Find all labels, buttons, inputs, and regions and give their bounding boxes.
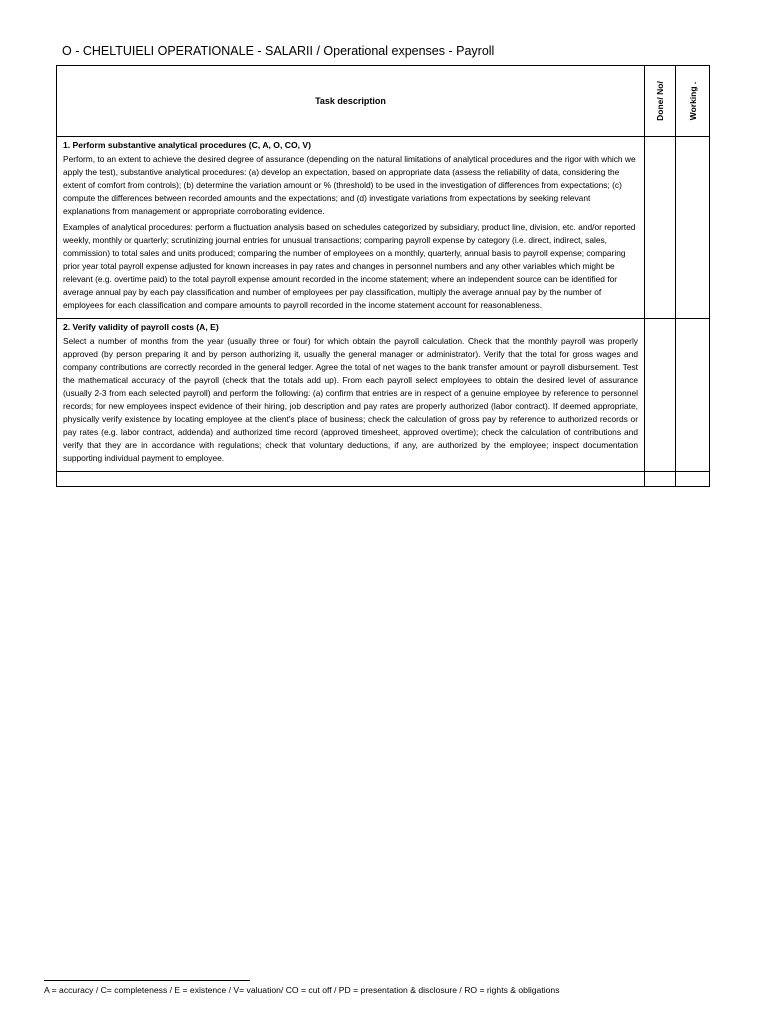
working-cell-1[interactable] (676, 137, 710, 319)
done-cell-1[interactable] (645, 137, 676, 319)
header-task-description: Task description (57, 66, 645, 137)
header-done: Done/ No/ (655, 81, 665, 121)
audit-program-table (56, 65, 710, 487)
empty-working-cell[interactable] (676, 472, 710, 487)
empty-done-cell[interactable] (645, 472, 676, 487)
empty-task-cell[interactable] (57, 472, 645, 487)
header-done-cell (645, 66, 676, 137)
page-title: O - CHELTUIELI OPERATIONALE - SALARII / Operational expenses - Payroll (62, 44, 495, 58)
header-working: Working . (687, 81, 698, 121)
done-cell-2[interactable] (645, 319, 676, 472)
section-title-2: 2. Verify validity of payroll costs (A, E) (63, 322, 219, 332)
footnote-divider (44, 980, 250, 981)
table-row (57, 137, 710, 319)
section-1-paragraph-1: Perform, to an extent to achieve the desired degree of assurance (depending on the natural limitations of analytical procedures and the rigor with which we apply the test), substantive analytical procedures: (a) develop an expectation, based on appropriate data (assess the reliability of data, considering the extent of comfort from controls); (b) determine the variation amount or % (threshold) to be used in the investigation of differences from expectations; (c) compute the differences between recorded amounts and the expectations; and (d) investigate variations from expectations by seeking relevant explanations from management or appropriate corroborating evidence. (63, 154, 636, 216)
table-row (57, 319, 710, 472)
table-header-row (57, 66, 710, 137)
section-1-paragraph-2: Examples of analytical procedures: perform a fluctuation analysis based on schedules categorized by subsidiary, product line, division, etc. and/or reported weekly, monthly or quarterly; scrutinizing journal entries for unusual transactions; comparing payroll expense by category (i.e. direct, indirect, sales, commission) to total sales and units produced; comparing the number of employees on a monthly, quarterly, annual basis to payroll expense; comparing prior year total payroll expense adjusted for known increases in pay rates and changes in personnel numbers and any other variables which might be relevant (e.g. overtime paid) to the total payroll expense amount recorded in the income statement; where an independent source can be identified for average annual pay by each pay classification and number of employees per pay classification, multiply the average annual pay by the number of employees for each classification and compare amounts to payroll recorded in the income statement account for reasonableness. (63, 222, 636, 310)
task-cell-1 (57, 137, 645, 319)
table-row-empty (57, 472, 710, 487)
section-2-paragraph-1: Select a number of months from the year (usually three or four) for which obtain the payroll calculation. Check that the monthly payroll was properly approved (by person preparing it and by person authorizing it, usually the general manager or administrator). Verify that the total for gross wages and company contributions are correctly recorded in the general ledger. Agree the total of net wages to the bank transfer amount or payroll disbursement. Test the mathematical accuracy of the payroll (check that the totals add up). From each payroll select employees to obtain the desired level of assurance (usually 2-3 from each selected payroll) and perform the following: (a) confirm that entries are in respect of a genuine employee by reference to personnel records; for new employees inspect evidence of their hiring, job description and pay rates are properly authorized (labor contract). If deemed appropriate, physically verify existence by locating employee at the client's place of business; check the calculation of gross pay by reference to authorized records or pay rates (e.g. labor contract, addenda) and authorized time record (approved timesheet, approved overtime); check the calculation of contributions and verify that they are in accordance with regulations; check that voluntary deductions, if any, are authorized by the employee; inspect documentation supporting individual payment to employee. (63, 336, 638, 463)
task-cell-2 (57, 319, 645, 472)
section-title-1: 1. Perform substantive analytical procedures (C, A, O, CO, V) (63, 140, 312, 150)
working-cell-2[interactable] (676, 319, 710, 472)
footnote-legend: A = accuracy / C= completeness / E = existence / V= valuation/ CO = cut off / PD = presentation & disclosure / RO = rights & obligations (44, 985, 560, 995)
header-working-cell (676, 66, 710, 137)
